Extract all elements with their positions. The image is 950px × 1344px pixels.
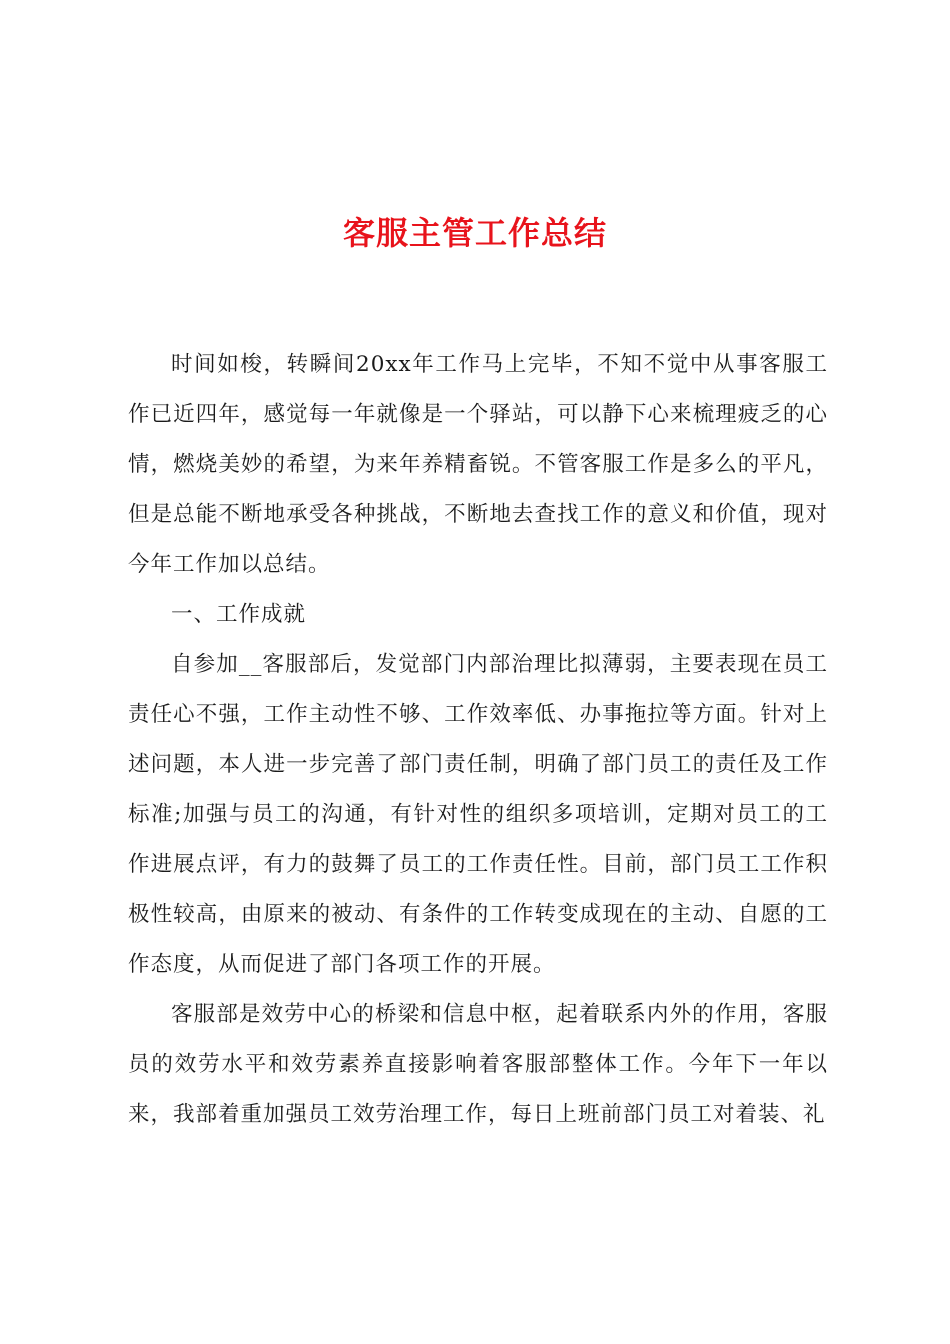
paragraph-achievements: 自参加__客服部后，发觉部门内部治理比拟薄弱，主要表现在员工责任心不强，工作主动性不够、工作效率低、办事拖拉等方面。针对上述问题，本人进一步完善了部门责任制，明确了部门员工的责任及工作标准;加强与员工的沟通，有针对性的组织多项培训，定期对员工的工作进展点评，有力的鼓舞了员工的工作责任性。目前，部门员工工作积极性较高，由原来的被动、有条件的工作转变成现在的主动、自愿的工作态度，从而促进了部门各项工作的开展。 [128,652,828,977]
document-title: 客服主管工作总结 [342,214,607,252]
section-heading-achievements: 一、工作成就 [171,602,307,627]
paragraph-service-management: 客服部是效劳中心的桥梁和信息中枢，起着联系内外的作用，客服员的效劳水平和效劳素养直接影响着客服部整体工作。今年下一年以来，我部着重加强员工效劳治理工作，每日上班前部门员工对着装、礼 [128,1002,828,1127]
document-body [128,340,828,1140]
paragraph-intro: 时间如梭，转瞬间20xx年工作马上完毕，不知不觉中从事客服工作已近四年，感觉每一年就像是一个驿站，可以静下心来梳理疲乏的心情，燃烧美妙的希望，为来年养精畜锐。不管客服工作是多么的平凡，但是总能不断地承受各种挑战，不断地去查找工作的意义和价值，现对今年工作加以总结。 [128,352,828,577]
